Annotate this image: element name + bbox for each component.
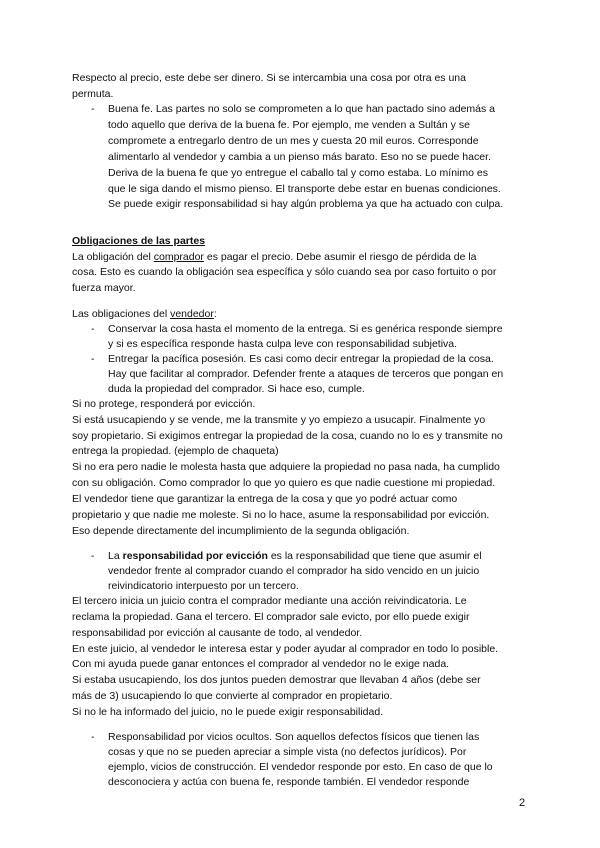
text-line: Si no le ha informado del juicio, no le puede exigir responsabilidad.	[72, 706, 384, 718]
text-line: Responsabilidad por vicios ocultos. Son aquellos defectos físicos que tienen las	[108, 731, 480, 743]
text-line: alimentarlo al vendedor y cambia a un pienso más barato. Eso no se puede hacer.	[108, 151, 491, 163]
text-line: propietario y que nadie me moleste. Si no lo hace, asume la responsabilidad por evicción.	[72, 509, 490, 521]
text-line: El tercero inicia un juicio contra el comprador mediante una acción reivindicatoria. Le	[72, 595, 467, 607]
text-line	[72, 306, 217, 322]
text-line: y si es específica responde hasta culpa leve con responsabilidad subjetiva.	[108, 338, 458, 350]
bullet-dash: -	[91, 550, 95, 562]
bullet-dash: -	[91, 323, 95, 335]
text-line: todo aquello que deriva de la buena fe. Por ejemplo, me venden a Sultán y se	[108, 119, 470, 131]
text-line: Con mi ayuda puede ganar entonces el comprador al vendedor no le exige nada.	[72, 658, 450, 670]
text-span: :	[213, 308, 217, 320]
text-line: Se puede exigir responsabilidad si hay algún problema ya que ha actuado con culpa.	[108, 198, 504, 210]
text-line: vendedor frente al comprador cuando el comprador ha sido vencido en un juicio	[108, 565, 480, 577]
text-line: que le siga dando el mismo pienso. El transporte debe estar en buenas condiciones.	[108, 183, 501, 195]
underlined-term: vendedor	[170, 308, 214, 320]
text-line: Si no era pero nadie le molesta hasta que adquiere la propiedad no pasa nada, ha cumplido	[72, 461, 500, 473]
text-line: Eso depende directamente del incumplimiento de la segunda obligación.	[72, 525, 410, 537]
text-line	[72, 249, 477, 265]
text-line: Si está usucapiendo y se vende, me la transmite y yo empiezo a usucapir. Finalmente yo	[72, 414, 486, 426]
text-line: duda la propiedad del comprador. Si hace eso, cumple.	[108, 383, 365, 395]
text-span: La	[108, 550, 123, 562]
text-line: compromete a entregarlo dentro de un mes y cuesta 20 mil euros. Corresponde	[108, 135, 479, 147]
text-line: Buena fe. Las partes no solo se comprometen a lo que han pactado sino además a	[108, 103, 496, 115]
text-line: En este juicio, al vendedor le interesa estar y poder ayudar al comprador en todo lo posible.	[72, 643, 499, 655]
text-line: responsabilidad por evicción al causante de todo, al vendedor.	[72, 627, 363, 639]
text-line	[108, 548, 482, 564]
text-line: con su obligación. Como comprador lo que yo quiero es que nadie cuestione mi propiedad.	[72, 477, 496, 489]
text-line: ejemplo, vicios de construcción. El vendedor responde por esto. En caso de que lo	[108, 761, 493, 773]
text-line: Respecto al precio, este debe ser dinero. Si se intercambia una cosa por otra es una	[72, 72, 466, 84]
bullet-dash: -	[91, 103, 95, 115]
text-line: Si no protege, responderá por evicción.	[72, 398, 256, 410]
text-line: reivindicatorio interpuesto por un tercero.	[108, 580, 299, 592]
text-line: cosas y que no se pueden apreciar a simple vista (no defectos jurídicos). Por	[108, 746, 467, 758]
bullet-dash: -	[91, 731, 95, 743]
text-line: Hay que facilitar al comprador. Defender frente a ataques de terceros que pongan en	[108, 368, 504, 380]
underlined-term: comprador	[153, 251, 204, 263]
text-line: permuta.	[72, 88, 114, 100]
text-line: Deriva de la buena fe que yo entregue el caballo tal y como estaba. Lo mínimo es	[108, 167, 488, 179]
text-line: Conservar la cosa hasta el momento de la entrega. Si es genérica responde siempre	[108, 323, 503, 335]
text-line: El vendedor tiene que garantizar la entrega de la cosa y que yo podré actuar como	[72, 493, 458, 505]
text-line: fuerza mayor.	[72, 282, 136, 294]
section-heading: Obligaciones de las partes	[72, 235, 206, 247]
text-line: desconociera y actúa con buena fe, responde también. El vendedor responde	[108, 776, 470, 788]
bullet-dash: -	[91, 353, 95, 365]
text-line: entrega la propiedad. (ejemplo de chaqueta)	[72, 445, 279, 457]
text-line: Entregar la pacífica posesión. Es casi como decir entregar la propiedad de la cosa.	[108, 353, 494, 365]
bold-term: responsabilidad por evicción	[122, 550, 268, 562]
text-line: cosa. Esto es cuando la obligación sea específica y sólo cuando sea por caso fortuito o por	[72, 266, 497, 278]
page-number: 2	[519, 797, 526, 809]
text-line: reclama la propiedad. Gana el tercero. El comprador sale evicto, por ello puede exigir	[72, 611, 470, 623]
text-span: La obligación del	[72, 251, 154, 263]
text-span: es pagar el precio. Debe asumir el riesgo de pérdida de la	[203, 251, 477, 263]
text-line: soy propietario. Si exigimos entregar la propiedad de la cosa, cuando no lo es y transmite no	[72, 430, 503, 442]
text-span: Las obligaciones del	[72, 308, 171, 320]
text-line: Si estaba usucapiendo, los dos juntos pueden demostrar que llevaban 4 años (debe ser	[72, 674, 481, 686]
text-line: más de 3) usucapiendo lo que convierte al comprador en propietario.	[72, 690, 393, 702]
text-span: es la responsabilidad que tiene que asumir el	[267, 550, 482, 562]
